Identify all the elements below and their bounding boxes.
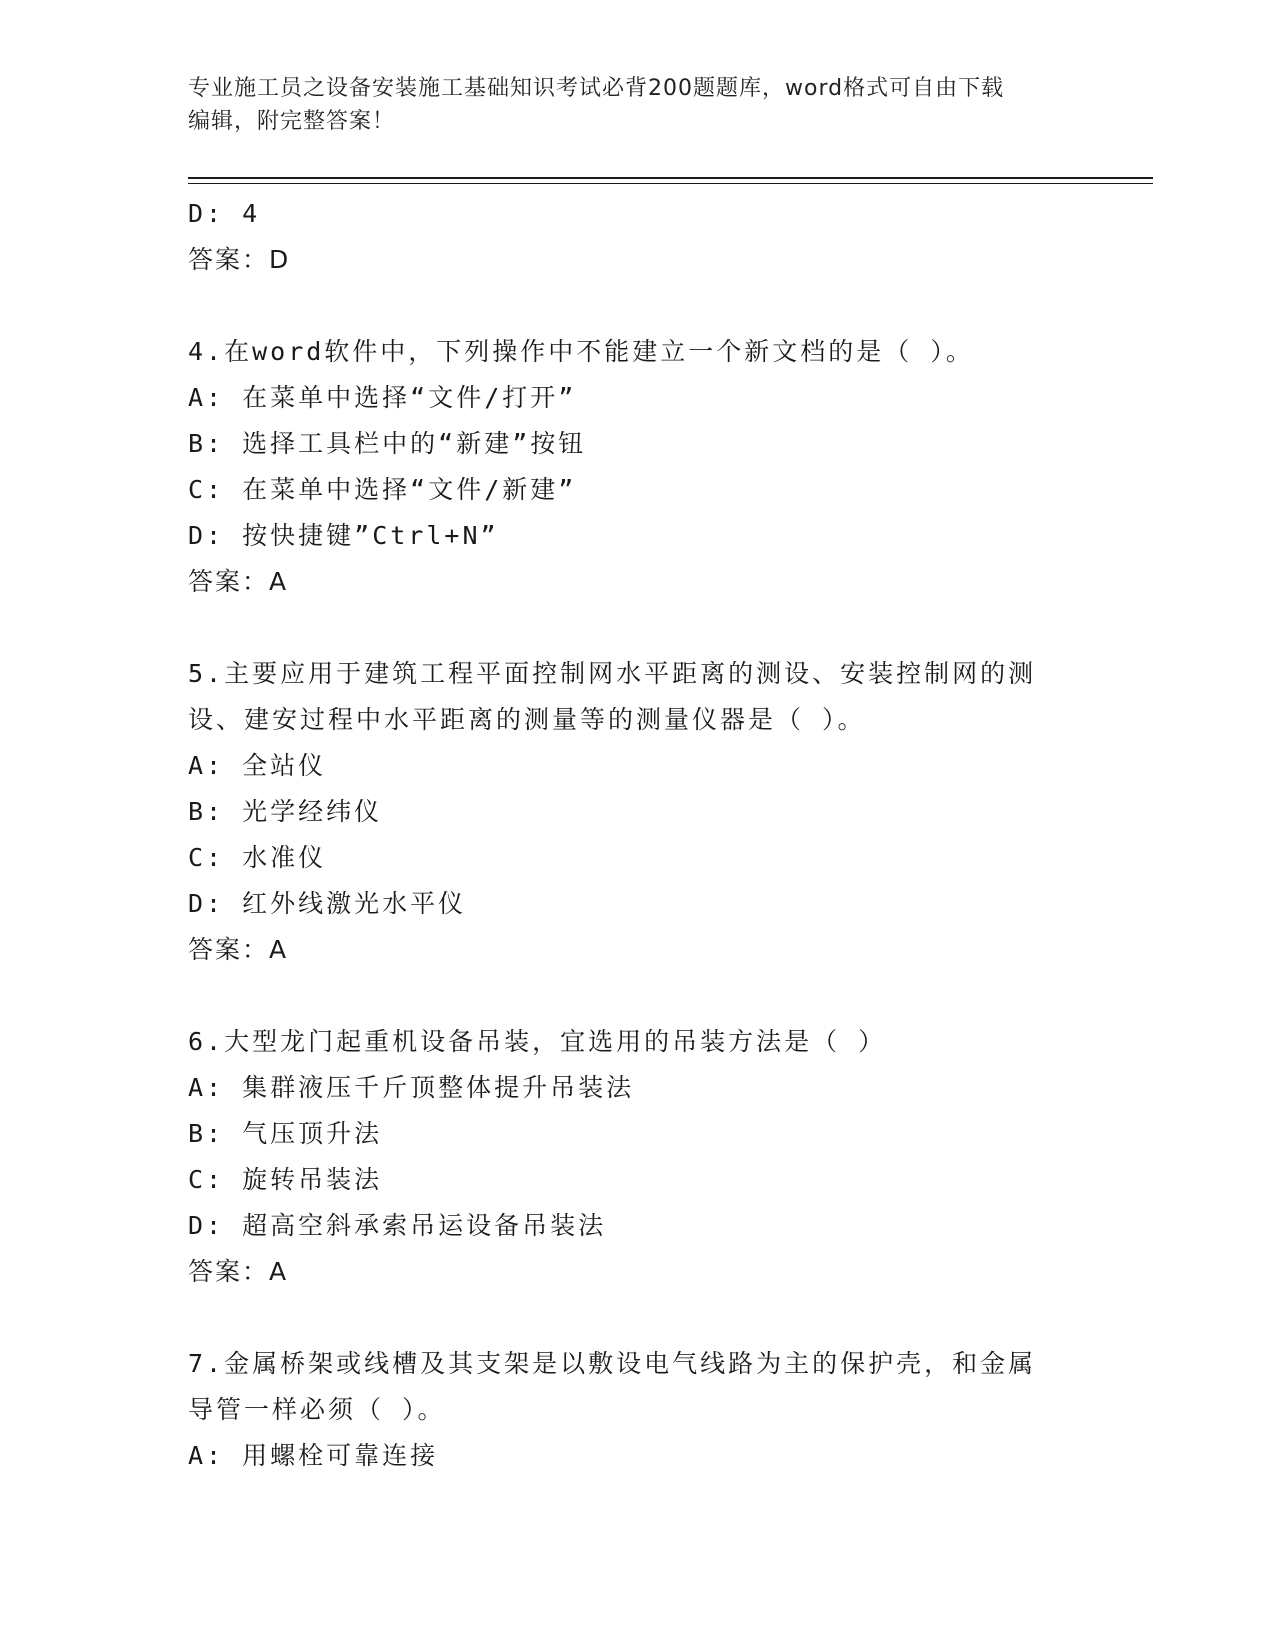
- answer-line: 答案：A: [188, 567, 289, 596]
- answer-line: 答案：A: [188, 1257, 289, 1286]
- question-stem-line-1: 5.主要应用于建筑工程平面控制网水平距离的测设、安装控制网的测: [188, 659, 1037, 688]
- answer-line: 答案：D: [188, 245, 291, 274]
- question-4: [188, 329, 1088, 605]
- header-divider-thick: [188, 177, 1153, 179]
- option-b: B: 光学经纬仪: [188, 797, 383, 826]
- spacer: [188, 1295, 1088, 1341]
- option-a: A: 在菜单中选择“文件/打开”: [188, 383, 577, 412]
- question-stem-line-2: 导管一样必须（ ）。: [188, 1395, 446, 1424]
- option-a: A: 全站仪: [188, 751, 327, 780]
- option-c: C: 在菜单中选择“文件/新建”: [188, 475, 577, 504]
- question-stem-line-1: 7.金属桥架或线槽及其支架是以敷设电气线路为主的保护壳，和金属: [188, 1349, 1037, 1378]
- question-stem: 6.大型龙门起重机设备吊装，宜选用的吊装方法是（ ）: [188, 1027, 887, 1056]
- document-header: [188, 72, 1088, 138]
- spacer: [188, 283, 1088, 329]
- option-c: C: 旋转吊装法: [188, 1165, 383, 1194]
- header-title-line-1: 专业施工员之设备安装施工基础知识考试必背200题题库，word格式可自由下载: [188, 76, 1005, 101]
- option-d: D: 红外线激光水平仪: [188, 889, 467, 918]
- option-a: A: 集群液压千斤顶整体提升吊装法: [188, 1073, 635, 1102]
- spacer: [188, 973, 1088, 1019]
- question-stem-line-2: 设、建安过程中水平距离的测量等的测量仪器是（ ）。: [188, 705, 866, 734]
- header-divider-thin: [188, 183, 1153, 184]
- option-a: A: 用螺栓可靠连接: [188, 1441, 439, 1470]
- question-stem: 4.在word软件中，下列操作中不能建立一个新文档的是（ ）。: [188, 337, 974, 366]
- header-title-line-2: 编辑，附完整答案！: [188, 109, 396, 134]
- previous-question-tail: [188, 191, 1088, 283]
- answer-line: 答案：A: [188, 935, 289, 964]
- option-c: C: 水准仪: [188, 843, 327, 872]
- question-5: [188, 651, 1088, 973]
- option-d: D: 按快捷键”Ctrl+N”: [188, 521, 499, 550]
- question-7: [188, 1341, 1088, 1479]
- option-d: D: 超高空斜承索吊运设备吊装法: [188, 1211, 607, 1240]
- document-body: [188, 191, 1088, 1479]
- question-6: [188, 1019, 1088, 1295]
- option-b: B: 气压顶升法: [188, 1119, 383, 1148]
- option-d: D: 4: [188, 199, 261, 228]
- option-b: B: 选择工具栏中的“新建”按钮: [188, 429, 587, 458]
- spacer: [188, 605, 1088, 651]
